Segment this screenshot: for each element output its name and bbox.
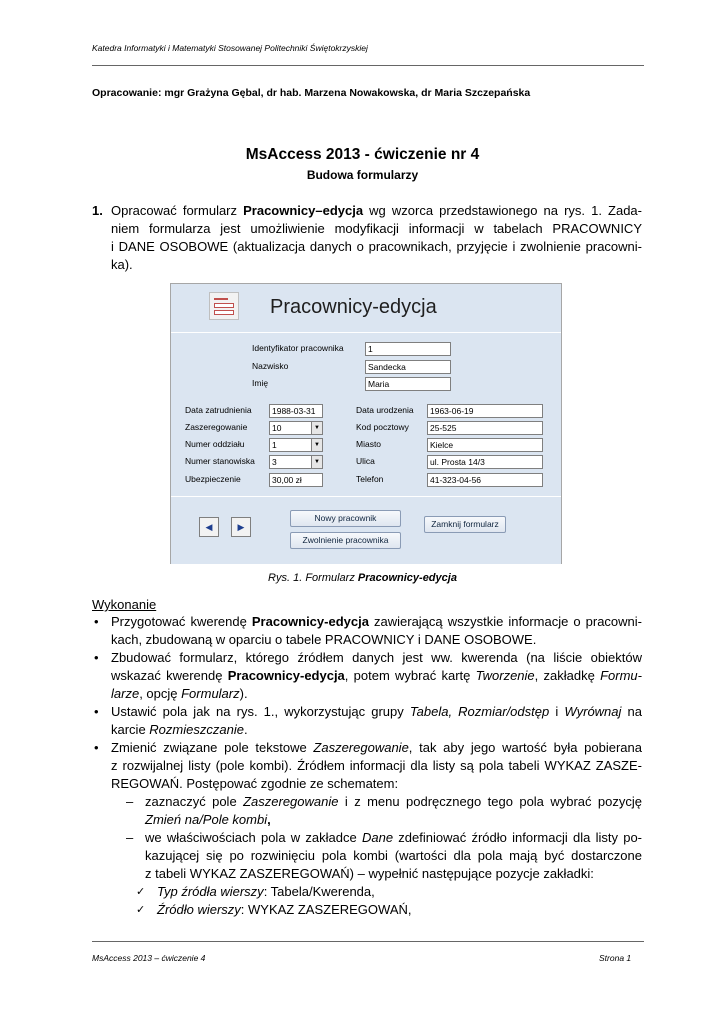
figure-caption: Rys. 1. Formularz Pracownicy-edycja: [268, 572, 457, 584]
task-line: Opracować formularz Pracownicy–edycja wg wzorca przedstawionego na rys. 1. Zada-: [111, 203, 642, 218]
list-item: • Przygotować kwerendę Pracownicy-edycja zawierającą wszystkie informacje o pracowni- kach, zbudowaną w oparciu o tabele PRACOWNICY i DANE OSOBOWE.: [94, 614, 643, 647]
task-1: [92, 202, 642, 274]
label-nazwisko: Nazwisko: [252, 361, 289, 371]
page-header: Katedra Informatyki i Matematyki Stosowanej Politechniki Świętokrzyskiej: [92, 43, 368, 53]
combo-zaszeregowanie[interactable]: 10 ▼: [269, 421, 323, 435]
authors: Opracowanie: mgr Grażyna Gębal, dr hab. Marzena Nowakowska, dr Maria Szczepańska: [92, 87, 531, 99]
list-item: • Zmienić związane pole tekstowe Zaszeregowanie, tak aby jego wartość była pobierana z rozwijalnej listy (pole kombi). Źródłem informacji dla listy są pola tabeli WYKAZ ZASZE- REGOWAŃ. Postępować zgodnie ze schematem:: [94, 740, 642, 791]
field-id[interactable]: 1: [365, 342, 451, 356]
prev-record-button[interactable]: ◀: [199, 517, 219, 537]
form-title: Pracownicy-edycja: [270, 296, 437, 318]
label-numer-stanowiska: Numer stanowiska: [185, 456, 255, 466]
dismiss-employee-button[interactable]: Zwolnienie pracownika: [290, 532, 401, 549]
dash-marker: –: [126, 794, 134, 809]
task-line: i DANE OSOBOWE (aktualizacja danych o pracownikach, przyjęcie i zwolnienie pracowni-: [111, 239, 642, 254]
section-heading: Wykonanie: [92, 597, 157, 612]
page-number: Strona 1: [599, 953, 632, 963]
task-line: niem formularza jest umożliwienie modyfikacji informacji w tabelach PRACOWNICY: [111, 221, 642, 236]
form-icon: [209, 292, 239, 320]
check-list-item: ✓ Typ źródła wierszy: Tabela/Kwerenda,: [136, 884, 375, 899]
bullet-marker: •: [94, 740, 99, 755]
label-imie: Imię: [252, 378, 269, 388]
steps-list: [92, 613, 642, 919]
label-telefon: Telefon: [356, 474, 384, 484]
list-item: • Ustawić pola jak na rys. 1., wykorzystując grupy Tabela, Rozmiar/odstęp i Wyrównaj na karcie Rozmieszczanie.: [94, 704, 642, 737]
label-zaszeregowanie: Zaszeregowanie: [185, 422, 248, 432]
task-number: 1.: [92, 203, 103, 218]
new-employee-button[interactable]: Nowy pracownik: [290, 510, 401, 527]
field-kod-pocztowy[interactable]: 25-525: [427, 421, 543, 435]
label-data-zatrudnienia: Data zatrudnienia: [185, 405, 252, 415]
field-telefon[interactable]: 41-323-04-56: [427, 473, 543, 487]
footer-rule: [92, 941, 644, 942]
field-imie[interactable]: Maria: [365, 377, 451, 391]
label-ulica: Ulica: [356, 456, 375, 466]
label-id: Identyfikator pracownika: [252, 343, 344, 353]
label-ubezpieczenie: Ubezpieczenie: [185, 474, 241, 484]
form-header: [171, 284, 561, 333]
sub-list-item: – we właściwościach pola w zakładce Dane zdefiniować źródło informacji dla listy po- kazującej się po rozwinięciu pola kombi (wartości dla pola mają być dostarczone z tabeli WYKAZ ZASZEREGOWAŃ) – wypełnić następujące pozycje zakładki:: [126, 830, 643, 881]
field-ubezpieczenie[interactable]: 30,00 zł: [269, 473, 323, 487]
bullet-marker: •: [94, 650, 99, 665]
access-form-figure: [170, 283, 562, 564]
check-list-item: ✓ Źródło wierszy: WYKAZ ZASZEREGOWAŃ,: [136, 902, 412, 917]
label-numer-oddzialu: Numer oddziału: [185, 439, 245, 449]
chevron-down-icon[interactable]: ▼: [311, 439, 322, 451]
field-data-urodzenia[interactable]: 1963-06-19: [427, 404, 543, 418]
bullet-marker: •: [94, 614, 99, 629]
header-rule: [92, 65, 644, 66]
field-nazwisko[interactable]: Sandecka: [365, 360, 451, 374]
task-line: ka).: [111, 257, 133, 272]
form-footer: [171, 496, 561, 564]
label-miasto: Miasto: [356, 439, 382, 449]
field-ulica[interactable]: ul. Prosta 14/3: [427, 455, 543, 469]
list-item: • Zbudować formularz, którego źródłem danych jest ww. kwerenda (na liście obiektów wskazać kwerendę Pracownicy-edycja, potem wybrać kartę Tworzenie, zakładkę Formu- larze, opcję Formularz).: [94, 650, 642, 701]
field-data-zatrudnienia[interactable]: 1988-03-31: [269, 404, 323, 418]
form-detail: [171, 333, 561, 494]
bullet-marker: •: [94, 704, 99, 719]
combo-numer-stanowiska[interactable]: 3 ▼: [269, 455, 323, 469]
combo-numer-oddzialu[interactable]: 1 ▼: [269, 438, 323, 452]
page-title: MsAccess 2013 - ćwiczenie nr 4: [245, 146, 480, 163]
check-icon: ✓: [136, 904, 146, 916]
page-subtitle: Budowa formularzy: [306, 168, 419, 182]
dash-marker: –: [126, 830, 134, 845]
chevron-down-icon[interactable]: ▼: [311, 456, 322, 468]
footer-left: MsAccess 2013 – ćwiczenie 4: [92, 953, 206, 963]
label-kod-pocztowy: Kod pocztowy: [356, 422, 409, 432]
field-miasto[interactable]: Kielce: [427, 438, 543, 452]
next-record-button[interactable]: ▶: [231, 517, 251, 537]
label-data-urodzenia: Data urodzenia: [356, 405, 414, 415]
close-form-button[interactable]: Zamknij formularz: [424, 516, 506, 533]
chevron-down-icon[interactable]: ▼: [311, 422, 322, 434]
check-icon: ✓: [136, 886, 146, 898]
sub-list-item: – zaznaczyć pole Zaszeregowanie i z menu podręcznego tego pola wybrać pozycję Zmień na/Pole kombi,: [126, 794, 642, 827]
